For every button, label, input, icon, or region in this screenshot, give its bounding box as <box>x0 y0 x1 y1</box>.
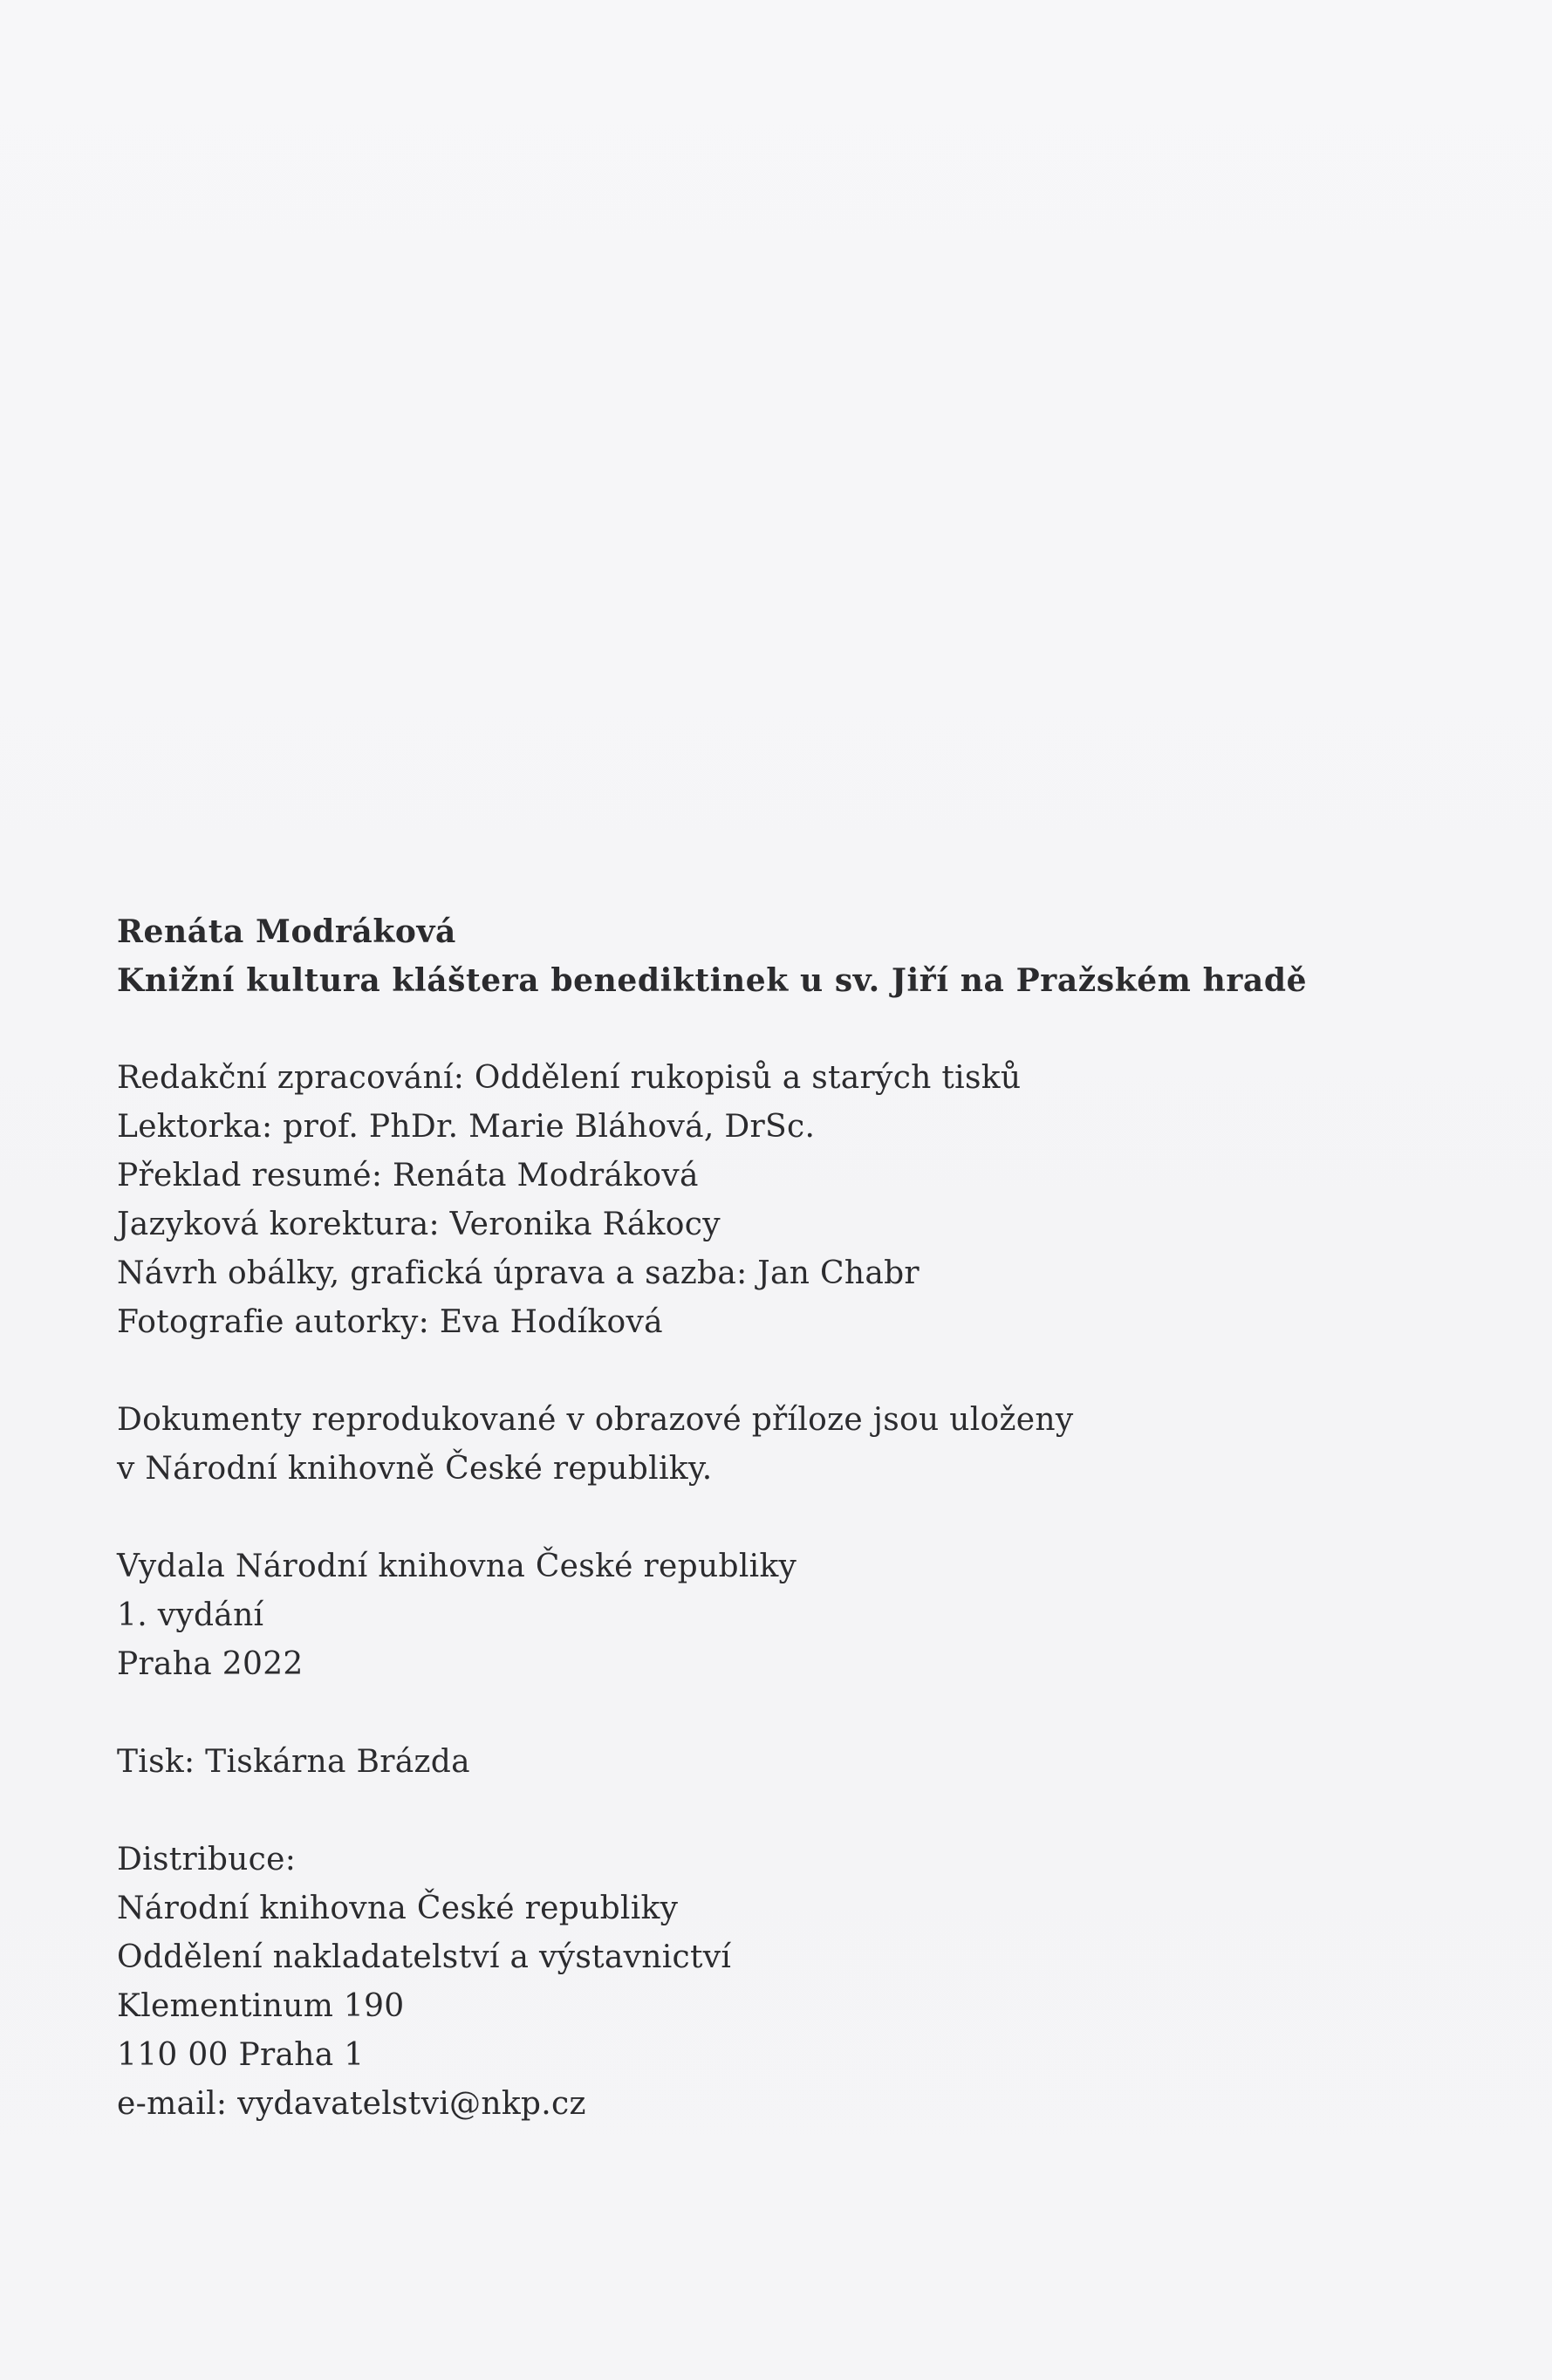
distribution-address: Klementinum 190 <box>117 1988 405 2024</box>
distribution-postal: 110 00 Praha 1 <box>117 2037 365 2073</box>
distribution-department: Oddělení nakladatelství a výstavnictví <box>117 1939 732 1975</box>
documents-note-line: Dokumenty reprodukované v obrazové příloze jsou uloženy <box>117 1402 1074 1438</box>
distribution-heading: Distribuce: <box>117 1842 297 1877</box>
documents-note-block <box>117 1396 1426 1494</box>
credit-proofreading: Jazyková korektura: Veronika Rákocy <box>117 1207 721 1242</box>
credit-design: Návrh obálky, grafická úprava a sazba: Jan Chabr <box>117 1255 920 1291</box>
print-block <box>117 1738 1426 1787</box>
credit-translation: Překlad resumé: Renáta Modráková <box>117 1158 699 1193</box>
printer-line: Tisk: Tiskárna Brázda <box>117 1744 470 1780</box>
credit-reviewer: Lektorka: prof. PhDr. Marie Bláhová, DrSc. <box>117 1109 816 1145</box>
publication-block <box>117 1542 1426 1689</box>
publisher-line: Vydala Národní knihovna České republiky <box>117 1549 797 1584</box>
edition-line: 1. vydání <box>117 1597 264 1633</box>
place-year-line: Praha 2022 <box>117 1646 304 1682</box>
imprint-block <box>117 907 1426 2178</box>
credit-editing: Redakční zpracování: Oddělení rukopisů a starých tisků <box>117 1060 1022 1096</box>
header-block <box>117 907 1426 1005</box>
credits-block <box>117 1054 1426 1347</box>
distribution-block <box>117 1836 1426 2129</box>
author-name: Renáta Modráková <box>117 913 456 950</box>
documents-note-line: v Národní knihovně České republiky. <box>117 1451 713 1487</box>
distribution-org: Národní knihovna České republiky <box>117 1891 679 1926</box>
credit-photo: Fotografie autorky: Eva Hodíková <box>117 1304 663 1340</box>
distribution-email: e-mail: vydavatelstvi@nkp.cz <box>117 2086 586 2122</box>
book-title: Knižní kultura kláštera benediktinek u sv. Jiří na Pražském hradě <box>117 962 1308 999</box>
